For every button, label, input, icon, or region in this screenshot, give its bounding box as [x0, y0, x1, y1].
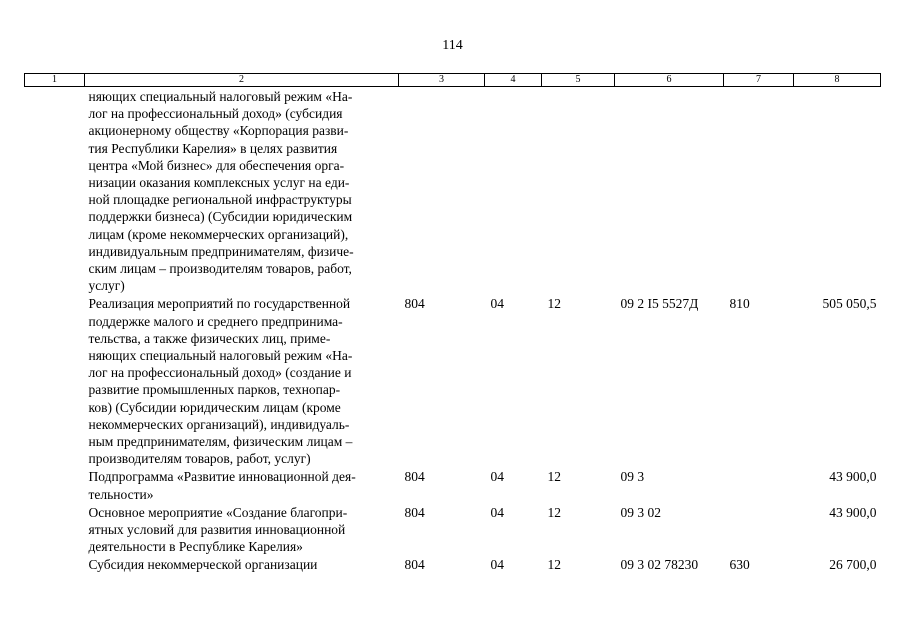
cell-amount: 505 050,5 [822, 296, 877, 312]
table-row [25, 503, 881, 556]
cell-name: Реализация мероприятий по государственной поддержке малого и среднего предпринима- тельства, а также физических лиц, приме- няющих специальный налоговый режим «На- лог на профессиональный доход» (создание и развитие промышленных парков, технопар- ков) (Субсидии юридическим лицам (кроме некоммерческих организаций), индивидуаль- ным предпринимателям, физическим лицам – производителям товаров, работ, услуг) [88, 296, 353, 467]
page-number: 114 [442, 38, 463, 53]
budget-table [24, 73, 881, 574]
table-row [25, 87, 881, 295]
column-header-5: 5 [542, 74, 615, 87]
column-header-1: 1 [25, 74, 85, 87]
cell-name: Основное мероприятие «Создание благопри- ятных условий для развития инновационной деятельности в Республике Карелия» [88, 504, 348, 555]
table-row [25, 294, 881, 467]
cell-section: 04 [490, 557, 504, 573]
column-header-2: 2 [85, 74, 399, 87]
cell-target-article: 09 3 02 78230 [620, 557, 699, 573]
column-header-3: 3 [399, 74, 485, 87]
cell-subsection [542, 87, 615, 295]
cell-code [25, 503, 85, 556]
cell-expense-type [724, 503, 794, 556]
cell-expense-type [724, 87, 794, 295]
column-header-7: 7 [724, 74, 794, 87]
cell-subsection: 12 [547, 504, 561, 520]
cell-section [485, 87, 542, 295]
column-header-4: 4 [485, 74, 542, 87]
cell-code [25, 555, 85, 573]
table-row [25, 555, 881, 573]
cell-amount: 26 700,0 [829, 557, 877, 573]
cell-name: Подпрограмма «Развитие инновационной дея- тельности» [88, 469, 356, 502]
cell-name: Субсидия некоммерческой организации [88, 557, 318, 573]
cell-code [25, 467, 85, 502]
cell-ministry: 804 [404, 557, 425, 573]
cell-target-article: 09 2 I5 5527Д [620, 296, 699, 312]
cell-amount: 43 900,0 [829, 504, 877, 520]
cell-subsection: 12 [547, 296, 561, 312]
table-row [25, 467, 881, 502]
cell-target-article [615, 87, 724, 295]
column-header-8: 8 [794, 74, 881, 87]
cell-amount: 43 900,0 [829, 469, 877, 485]
table-body [25, 87, 881, 574]
cell-amount [794, 87, 881, 295]
cell-expense-type [724, 467, 794, 502]
column-header-6: 6 [615, 74, 724, 87]
cell-expense-type: 630 [729, 557, 750, 573]
cell-section: 04 [490, 296, 504, 312]
cell-ministry [399, 87, 485, 295]
cell-ministry: 804 [404, 469, 425, 485]
cell-expense-type: 810 [729, 296, 750, 312]
cell-subsection: 12 [547, 469, 561, 485]
cell-ministry: 804 [404, 296, 425, 312]
cell-subsection: 12 [547, 557, 561, 573]
cell-section: 04 [490, 469, 504, 485]
cell-target-article: 09 3 02 [620, 504, 661, 520]
cell-name: няющих специальный налоговый режим «На- лог на профессиональный доход» (субсидия акционерному обществу «Корпорация разви- тия Республики Карелия» в целях развития центра «Мой бизнес» для обеспечения орга- низации оказания комплексных услуг на еди- ной площадке региональной инфраструктуры поддержки бизнеса) (Субсидии юридическим лицам (кроме некоммерческих организаций), индивидуальным предпринимателям, физиче- ским лицам – производителям товаров, работ, услуг) [88, 89, 354, 294]
column-number-header [25, 74, 881, 87]
cell-target-article: 09 3 [620, 469, 645, 485]
cell-code [25, 87, 85, 295]
cell-ministry: 804 [404, 504, 425, 520]
cell-section: 04 [490, 504, 504, 520]
cell-code [25, 294, 85, 467]
